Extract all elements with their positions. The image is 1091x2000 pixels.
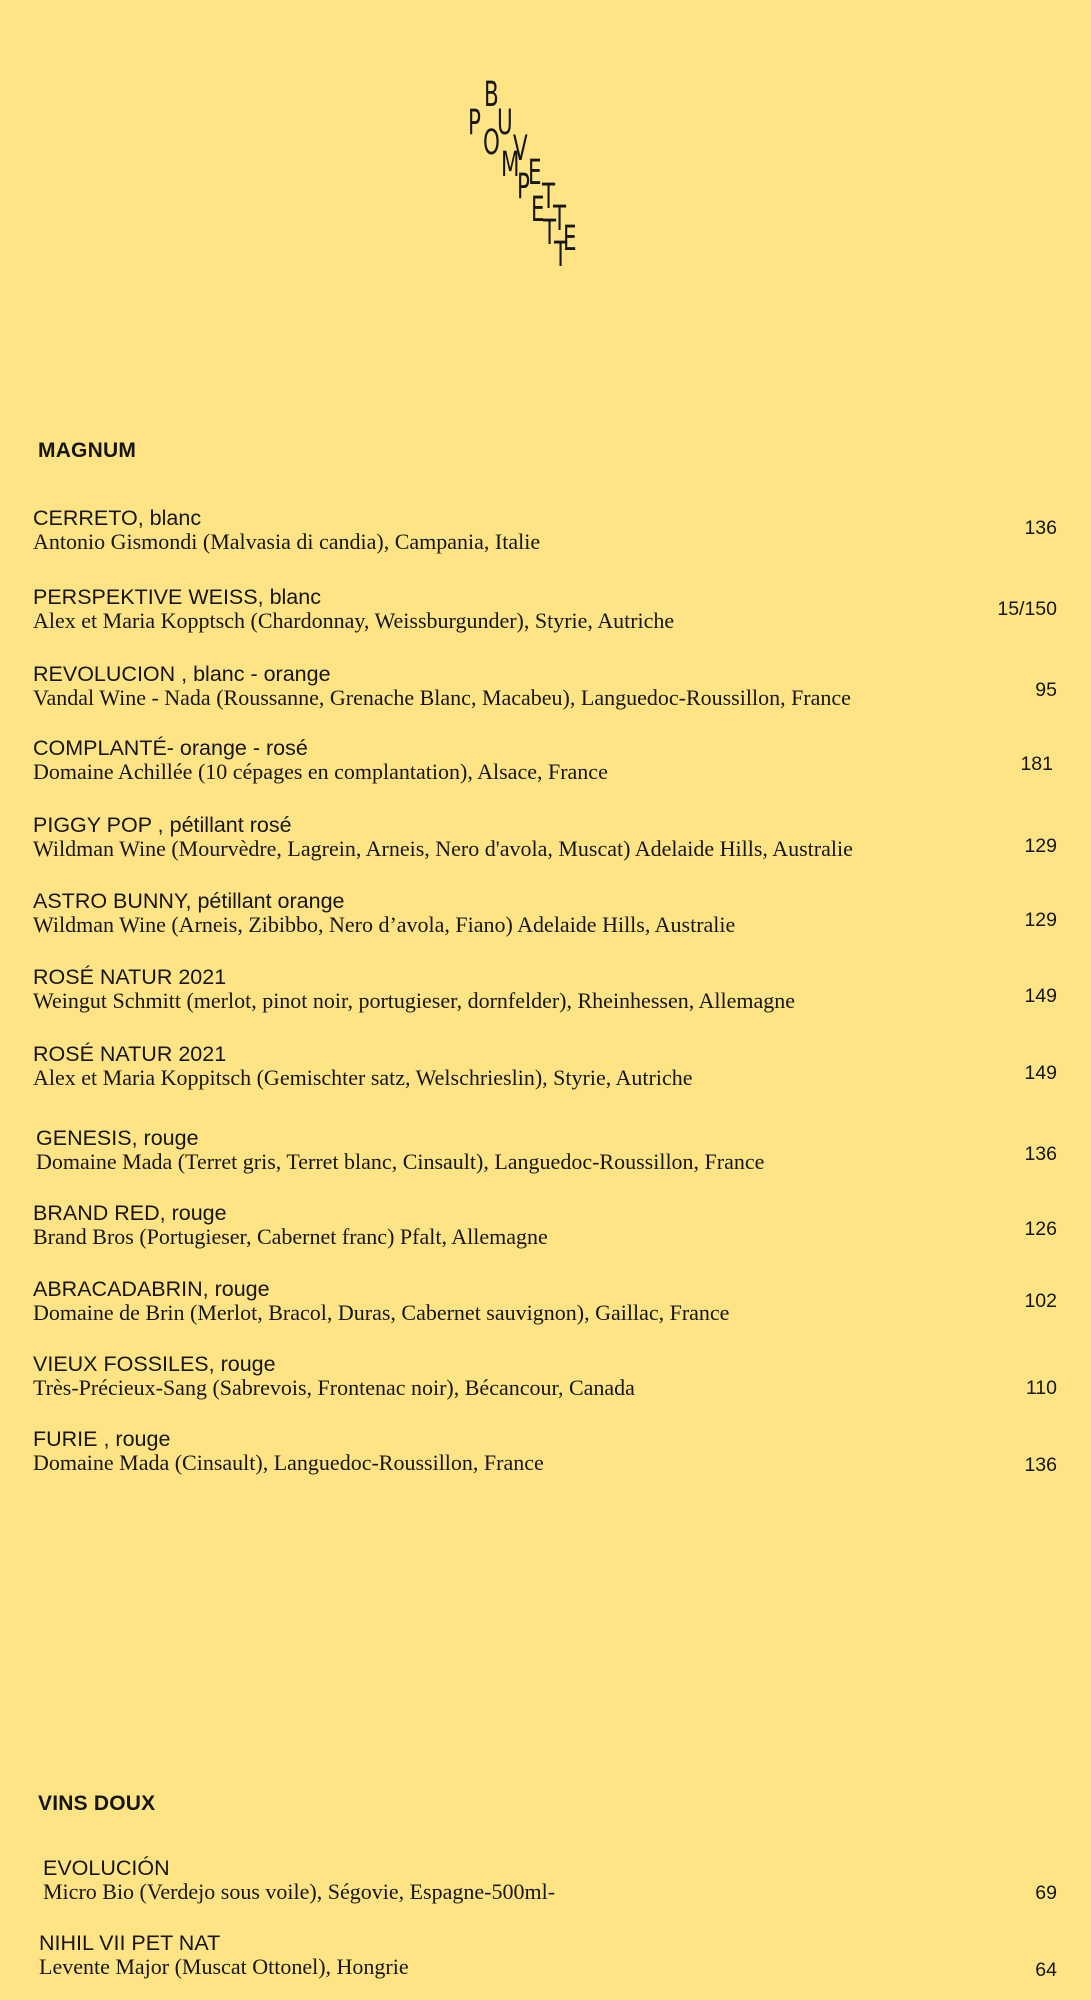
wine-price: 69 <box>1035 1882 1057 1904</box>
wine-detail: Antonio Gismondi (Malvasia di candia), Campania, Italie <box>33 529 541 554</box>
logo-letter: T <box>554 235 568 275</box>
logo <box>462 75 612 275</box>
section-title-magnum: MAGNUM <box>38 439 137 462</box>
wine-name: PIGGY POP , pétillant rosé <box>33 813 292 837</box>
wine-name: CERRETO, blanc <box>33 506 202 530</box>
wine-name: ROSÉ NATUR 2021 <box>33 965 227 989</box>
logo-letter: E <box>531 190 545 230</box>
wine-price: 15/150 <box>997 598 1057 620</box>
logo-letter: E <box>563 219 577 259</box>
wine-name: ASTRO BUNNY, pétillant orange <box>33 889 345 913</box>
wine-entry <box>0 1427 1091 1479</box>
logo-letter: T <box>553 199 567 239</box>
wine-entry <box>0 1856 1091 1908</box>
wine-name: COMPLANTÉ- orange - rosé <box>33 736 308 760</box>
logo-letter: V <box>513 129 528 169</box>
wine-detail: Domaine de Brin (Merlot, Bracol, Duras, Cabernet sauvignon), Gaillac, France <box>33 1300 730 1325</box>
wine-entry <box>0 965 1091 1017</box>
wine-name: VIEUX FOSSILES, rouge <box>33 1352 276 1376</box>
wine-price: 102 <box>1024 1290 1057 1312</box>
wine-detail: Très-Précieux-Sang (Sabrevois, Frontenac noir), Bécancour, Canada <box>33 1375 635 1400</box>
wine-entry <box>0 1042 1091 1094</box>
wine-entry <box>0 889 1091 941</box>
wine-price: 64 <box>1035 1959 1057 1981</box>
wine-price: 136 <box>1024 1454 1057 1476</box>
wine-price: 136 <box>1024 517 1057 539</box>
wine-price: 181 <box>1020 753 1053 775</box>
wine-detail: Domaine Mada (Cinsault), Languedoc-Roussillon, France <box>33 1450 544 1475</box>
logo-letter: P <box>468 103 481 143</box>
section-title-vins-doux: VINS DOUX <box>38 1792 156 1815</box>
logo-letter: M <box>501 145 520 185</box>
wine-name: REVOLUCION , blanc - orange <box>33 662 331 686</box>
wine-entry <box>0 662 1091 714</box>
logo-letter: P <box>517 167 530 207</box>
wine-detail: Brand Bros (Portugieser, Cabernet franc) Pfalt, Allemagne <box>33 1224 548 1249</box>
wine-entry <box>0 1352 1091 1404</box>
wine-price: 149 <box>1024 1062 1057 1084</box>
wine-price: 129 <box>1024 909 1057 931</box>
wine-price: 136 <box>1024 1143 1057 1165</box>
wine-detail: Micro Bio (Verdejo sous voile), Ségovie, Espagne-500ml- <box>43 1879 556 1904</box>
logo-letter: T <box>542 177 556 217</box>
wine-entry <box>0 1201 1091 1253</box>
wine-entry <box>0 506 1091 558</box>
wine-name: BRAND RED, rouge <box>33 1201 227 1225</box>
wine-price: 95 <box>1035 679 1057 701</box>
wine-price: 129 <box>1024 835 1057 857</box>
wine-detail: Alex et Maria Kopptsch (Chardonnay, Weissburgunder), Styrie, Autriche <box>33 608 675 633</box>
wine-name: ROSÉ NATUR 2021 <box>33 1042 227 1066</box>
wine-price: 110 <box>1025 1377 1057 1399</box>
logo-letter: T <box>543 213 557 253</box>
wine-detail: Vandal Wine - Nada (Roussanne, Grenache Blanc, Macabeu), Languedoc-Roussillon, France <box>33 685 851 710</box>
wine-name: EVOLUCIÓN <box>43 1856 170 1880</box>
wine-price: 126 <box>1024 1218 1057 1240</box>
wine-price: 149 <box>1024 985 1057 1007</box>
wine-name: FURIE , rouge <box>33 1427 171 1451</box>
wine-name: NIHIL VII PET NAT <box>39 1931 221 1955</box>
wine-entry <box>0 1931 1091 1983</box>
wine-entry <box>0 736 1091 788</box>
wine-detail: Levente Major (Muscat Ottonel), Hongrie <box>39 1954 409 1979</box>
wine-entry <box>0 1277 1091 1329</box>
wine-detail: Weingut Schmitt (merlot, pinot noir, portugieser, dornfelder), Rheinhessen, Allemagne <box>33 988 796 1013</box>
wine-detail: Domaine Mada (Terret gris, Terret blanc, Cinsault), Languedoc-Roussillon, France <box>36 1149 765 1174</box>
wine-entry <box>0 813 1091 865</box>
wine-detail: Wildman Wine (Arneis, Zibibbo, Nero d’avola, Fiano) Adelaide Hills, Australie <box>33 912 736 937</box>
logo-letter: U <box>497 103 513 143</box>
wine-detail: Wildman Wine (Mourvèdre, Lagrein, Arneis, Nero d'avola, Muscat) Adelaide Hills, Australie <box>33 836 853 861</box>
logo-letter: O <box>483 123 500 163</box>
wine-entry <box>0 1126 1091 1178</box>
wine-detail: Domaine Achillée (10 cépages en complantation), Alsace, France <box>33 759 608 784</box>
wine-name: ABRACADABRIN, rouge <box>33 1277 270 1301</box>
wine-detail: Alex et Maria Koppitsch (Gemischter satz, Welschrieslin), Styrie, Autriche <box>33 1065 693 1090</box>
wine-name: PERSPEKTIVE WEISS, blanc <box>33 585 321 609</box>
wine-entry <box>0 585 1091 637</box>
logo-letter: B <box>484 75 499 115</box>
wine-name: GENESIS, rouge <box>36 1126 199 1150</box>
logo-letter: E <box>528 153 542 193</box>
